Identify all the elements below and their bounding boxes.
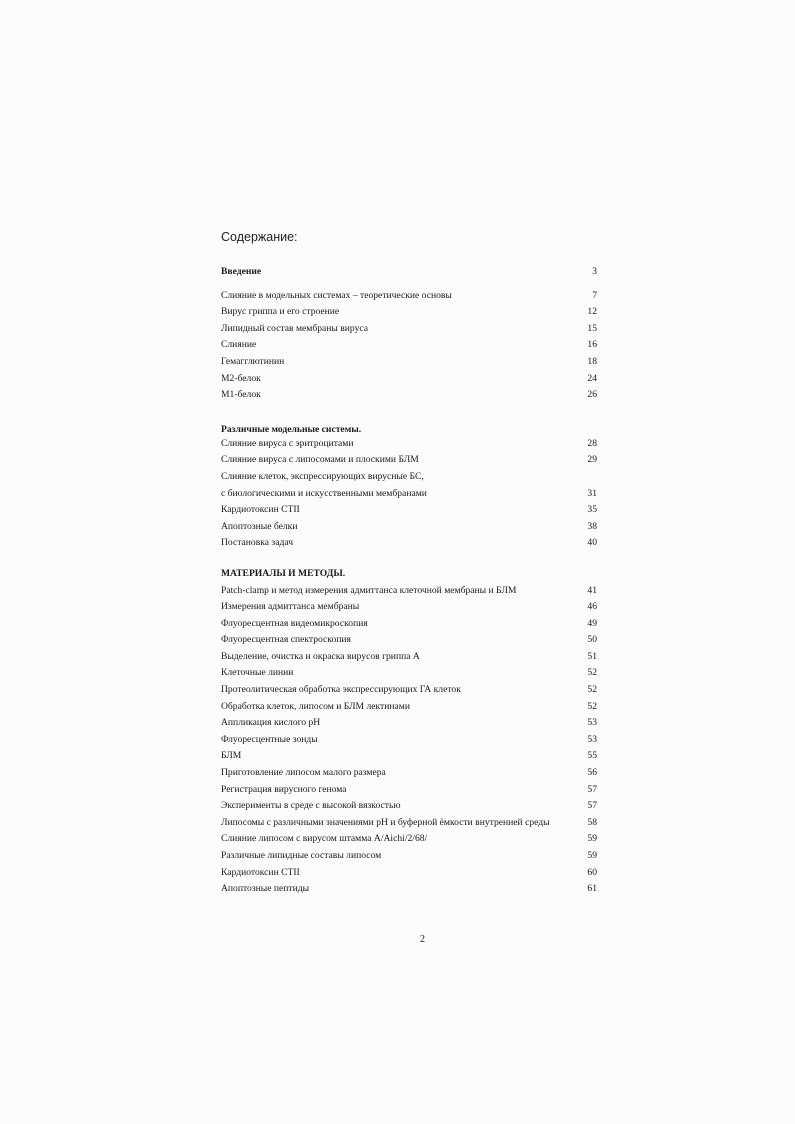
- toc-entry-title: Постановка задач: [221, 537, 294, 549]
- toc-entry-title: М1-белок: [221, 389, 261, 401]
- toc-entry[interactable]: [221, 337, 601, 354]
- toc-entry-title: Слияние вируса с липосомами и плоскими БЛМ: [221, 454, 419, 466]
- toc-section-title[interactable]: [221, 424, 601, 436]
- toc-entry[interactable]: [221, 649, 601, 666]
- toc-entry[interactable]: [221, 502, 601, 519]
- toc-entry-title: Различные липидные составы липосом: [221, 850, 382, 861]
- toc-entry-page: 26: [587, 389, 597, 401]
- toc-entry-title: БЛМ: [221, 750, 242, 762]
- toc-entry-page: 55: [587, 750, 597, 762]
- toc-entry-title: Флуоресцентная видеомикроскопия: [221, 617, 368, 629]
- toc-entry[interactable]: [221, 264, 601, 281]
- toc-entry[interactable]: [221, 782, 601, 799]
- toc-section-model-systems: [221, 424, 601, 552]
- toc-entry-page: 29: [587, 454, 597, 466]
- toc-entry-page: 52: [587, 684, 597, 696]
- toc-entry-title: Апоптозные пептиды: [221, 883, 310, 895]
- toc-entry[interactable]: [221, 304, 601, 321]
- toc-entry[interactable]: [221, 354, 601, 371]
- toc-entry[interactable]: [221, 682, 601, 699]
- toc-entry-page: 59: [587, 833, 597, 845]
- table-of-contents: [221, 264, 601, 898]
- toc-entry[interactable]: [221, 387, 601, 404]
- toc-entry-title: Регистрация вирусного генома: [221, 783, 347, 795]
- toc-entry-title: Измерения адмиттанса мембраны: [221, 601, 360, 613]
- toc-entry-page: 50: [587, 634, 597, 646]
- toc-entry-page: 53: [587, 733, 597, 745]
- toc-entry[interactable]: [221, 469, 601, 486]
- toc-entry-page: 57: [587, 800, 597, 812]
- toc-entry[interactable]: [221, 765, 601, 782]
- toc-entry-title: Кардиотоксин СТII: [221, 866, 300, 878]
- toc-entry[interactable]: [221, 715, 601, 732]
- toc-entry[interactable]: [221, 665, 601, 682]
- toc-entry-page: 46: [587, 601, 597, 613]
- toc-entry-title: Клеточные линии: [221, 667, 294, 679]
- toc-entry-title: Слияние липосом с вирусом штамма A/Aichi/2/68/: [221, 833, 428, 845]
- toc-entry-page: 40: [587, 537, 597, 549]
- toc-entry-title: Флуоресцентная спектроскопия: [221, 634, 351, 646]
- toc-entry-title: Апоптозные белки: [221, 520, 298, 532]
- toc-entry-page: 56: [587, 767, 597, 779]
- toc-entry[interactable]: [221, 798, 601, 815]
- toc-entry-title: Обработка клеток, липосом и БЛМ лектинами: [221, 700, 410, 712]
- toc-entry[interactable]: [221, 321, 601, 338]
- toc-entry-page: 28: [587, 437, 597, 449]
- toc-entry[interactable]: [221, 831, 601, 848]
- toc-entry-title: Слияние вируса с эритроцитами: [221, 437, 354, 449]
- toc-entry-title: МАТЕРИАЛЫ И МЕТОДЫ.: [221, 567, 346, 579]
- toc-entry[interactable]: [221, 848, 601, 865]
- toc-entry-title: Липосомы с различными значениями рН и буферной ёмкости внутренней среды: [221, 816, 550, 828]
- toc-entry-page: 49: [587, 617, 597, 629]
- toc-entry[interactable]: [221, 865, 601, 882]
- toc-entry-page: 59: [587, 850, 597, 861]
- toc-entry[interactable]: [221, 535, 601, 552]
- toc-heading: Содержание:: [221, 230, 298, 244]
- toc-entry[interactable]: [221, 599, 601, 616]
- toc-entry-page: 57: [587, 783, 597, 795]
- toc-entry-page: 51: [587, 650, 597, 662]
- toc-entry-title: Липидный состав мембраны вируса: [221, 322, 369, 334]
- toc-entry-title: Слияние клеток, экспрессирующих вирусные БС,: [221, 470, 424, 482]
- toc-section-title-text: Различные модельные системы.: [221, 423, 362, 435]
- page-number: 2: [420, 934, 425, 945]
- toc-entry-title: М2-белок: [221, 372, 261, 384]
- toc-entry-page: 16: [587, 339, 597, 351]
- toc-entry-title: Выделение, очистка и окраска вирусов гриппа А: [221, 650, 420, 662]
- toc-entry-title: с биологическими и искусственными мембранами: [221, 487, 427, 499]
- toc-entry-page: 38: [587, 520, 597, 532]
- toc-entry-title: Протеолитическая обработка экспрессирующих ГА клеток: [221, 684, 461, 696]
- toc-section-methods: [221, 566, 601, 898]
- toc-entry[interactable]: [221, 566, 601, 583]
- toc-entry-page: 61: [587, 883, 597, 895]
- toc-entry-page: 18: [587, 355, 597, 367]
- toc-entry-title: Вирус гриппа и его строение: [221, 306, 340, 318]
- toc-entry-title: Слияние: [221, 339, 257, 351]
- toc-entry-page: 12: [587, 306, 597, 318]
- toc-entry-title: Флуоресцентные зонды: [221, 733, 318, 745]
- toc-entry-title: Аппликация кислого рН: [221, 717, 321, 729]
- toc-entry-page: 3: [592, 266, 597, 277]
- toc-entry-title: Введение: [221, 266, 262, 277]
- toc-entry-title: Patch-clamp и метод измерения адмиттанса клеточной мембраны и БЛМ: [221, 584, 517, 596]
- toc-entry[interactable]: [221, 616, 601, 633]
- toc-entry[interactable]: [221, 486, 601, 503]
- toc-section-theory: [221, 288, 601, 404]
- toc-entry-title: Слияние в модельных системах – теоретические основы: [221, 289, 452, 301]
- toc-entry[interactable]: [221, 288, 601, 305]
- toc-entry-title: Эксперименты в среде с высокой вязкостью: [221, 800, 401, 812]
- toc-entry[interactable]: [221, 436, 601, 453]
- toc-entry-page: 41: [587, 584, 597, 596]
- toc-entry[interactable]: [221, 881, 601, 898]
- toc-entry-page: 53: [587, 717, 597, 729]
- toc-entry-page: 31: [587, 487, 597, 499]
- toc-entry[interactable]: [221, 519, 601, 536]
- toc-entry-page: 60: [587, 866, 597, 878]
- toc-entry[interactable]: [221, 452, 601, 469]
- toc-entry-page: 52: [587, 667, 597, 679]
- toc-entry[interactable]: [221, 371, 601, 388]
- toc-entry-page: 35: [587, 504, 597, 516]
- toc-entry[interactable]: [221, 748, 601, 765]
- toc-entry[interactable]: [221, 699, 601, 716]
- toc-entry-page: 52: [587, 700, 597, 712]
- toc-entry-page: 24: [587, 372, 597, 384]
- toc-entry-page: 15: [587, 322, 597, 334]
- toc-entry[interactable]: [221, 815, 601, 832]
- toc-entry-title: Гемагглютинин: [221, 355, 285, 367]
- toc-entry-title: Приготовление липосом малого размера: [221, 767, 386, 779]
- toc-entry[interactable]: [221, 732, 601, 749]
- toc-entry[interactable]: [221, 632, 601, 649]
- toc-entry[interactable]: [221, 583, 601, 600]
- toc-entry-page: 7: [592, 289, 597, 301]
- toc-entry-title: Кардиотоксин СТII: [221, 504, 300, 516]
- toc-section-intro: [221, 264, 601, 281]
- toc-entry-page: 58: [587, 816, 597, 828]
